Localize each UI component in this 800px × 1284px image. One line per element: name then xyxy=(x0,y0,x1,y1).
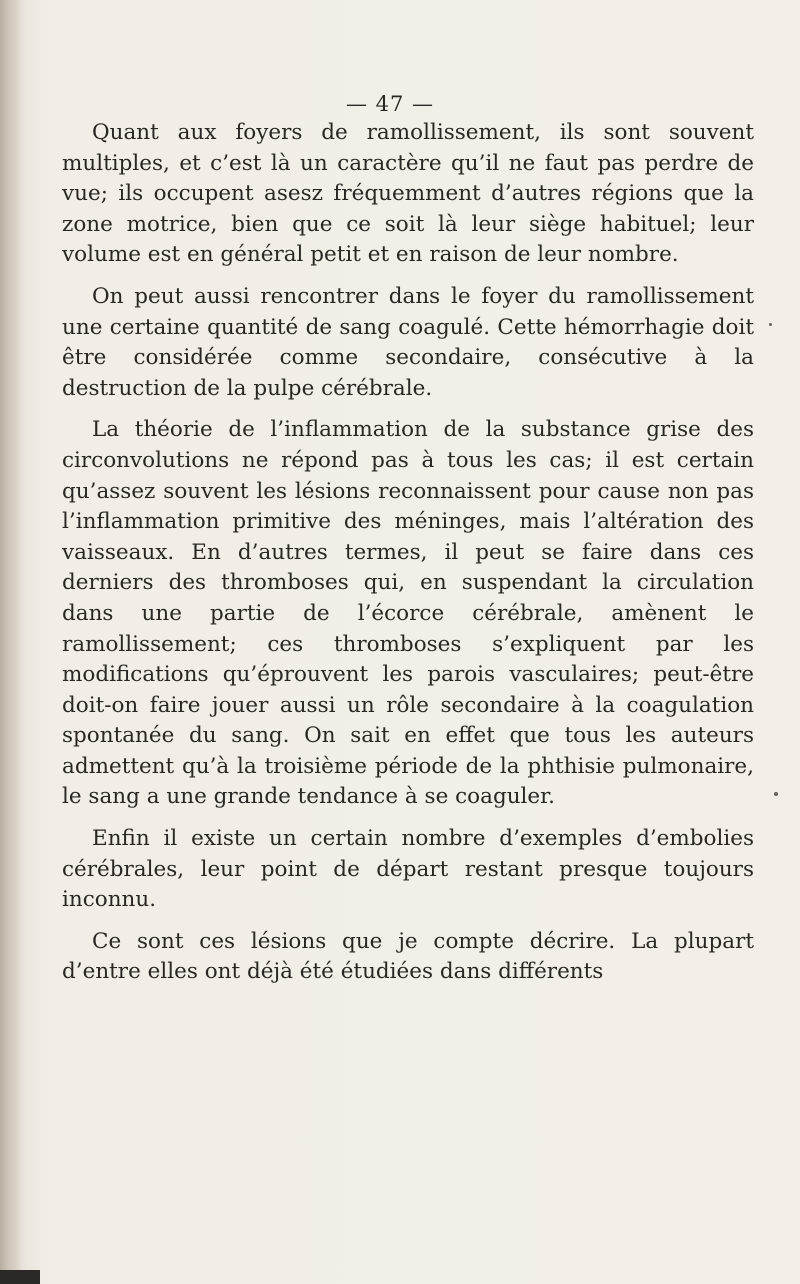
paragraph-2: On peut aussi rencontrer dans le foyer du ramollissement une certaine quantité de sang coagulé. Cette hémorrhagie doit être considérée comme secondaire, consécutive à la destruction de la pulpe cérébrale. xyxy=(62,283,754,401)
binding-corner xyxy=(0,1270,40,1284)
paragraph-1: Quant aux foyers de ramollissement, ils sont souvent multiples, et c’est là un caractère qu’il ne faut pas perdre de vue; ils occupent asesz fréquemment d’autres régions que la zone motrice, bien que ce soit là leur siège habituel; leur volume est en général petit et en raison de leur nombre. xyxy=(62,120,754,268)
page-number: — 47 — xyxy=(345,92,435,116)
ink-speck xyxy=(769,323,772,326)
paragraph-3: La théorie de l’inflammation de la substance grise des circonvolutions ne répond pas à tous les cas; il est certain qu’assez souvent les lésions reconnaissent pour cause non pas l’inflammation primitive des méninges, mais l’altération des vaisseaux. En d’autres termes, il peut se faire dans ces derniers des thromboses qui, en suspendant la circulation dans une partie de l’écorce cérébrale, amènent le ramollissement; ces thromboses s’expliquent par les modifications qu’éprouvent les parois vasculaires; peut-être doit-on faire jouer aussi un rôle secondaire à la coagulation spontanée du sang. On sait en effet que tous les auteurs admettent qu’à la troisième période de la phthisie pulmonaire, le sang a une grande tendance à se coaguler. xyxy=(62,417,754,810)
paragraph-4: Enfin il existe un certain nombre d’exemples d’embolies cérébrales, leur point de départ restant presque toujours inconnu. xyxy=(62,826,754,913)
body-text xyxy=(62,118,754,999)
binding-shadow xyxy=(0,0,22,1284)
paragraph-5: Ce sont ces lésions que je compte décrire. La plupart d’entre elles ont déjà été étudiées dans différents xyxy=(62,928,754,985)
ink-speck xyxy=(774,792,778,796)
